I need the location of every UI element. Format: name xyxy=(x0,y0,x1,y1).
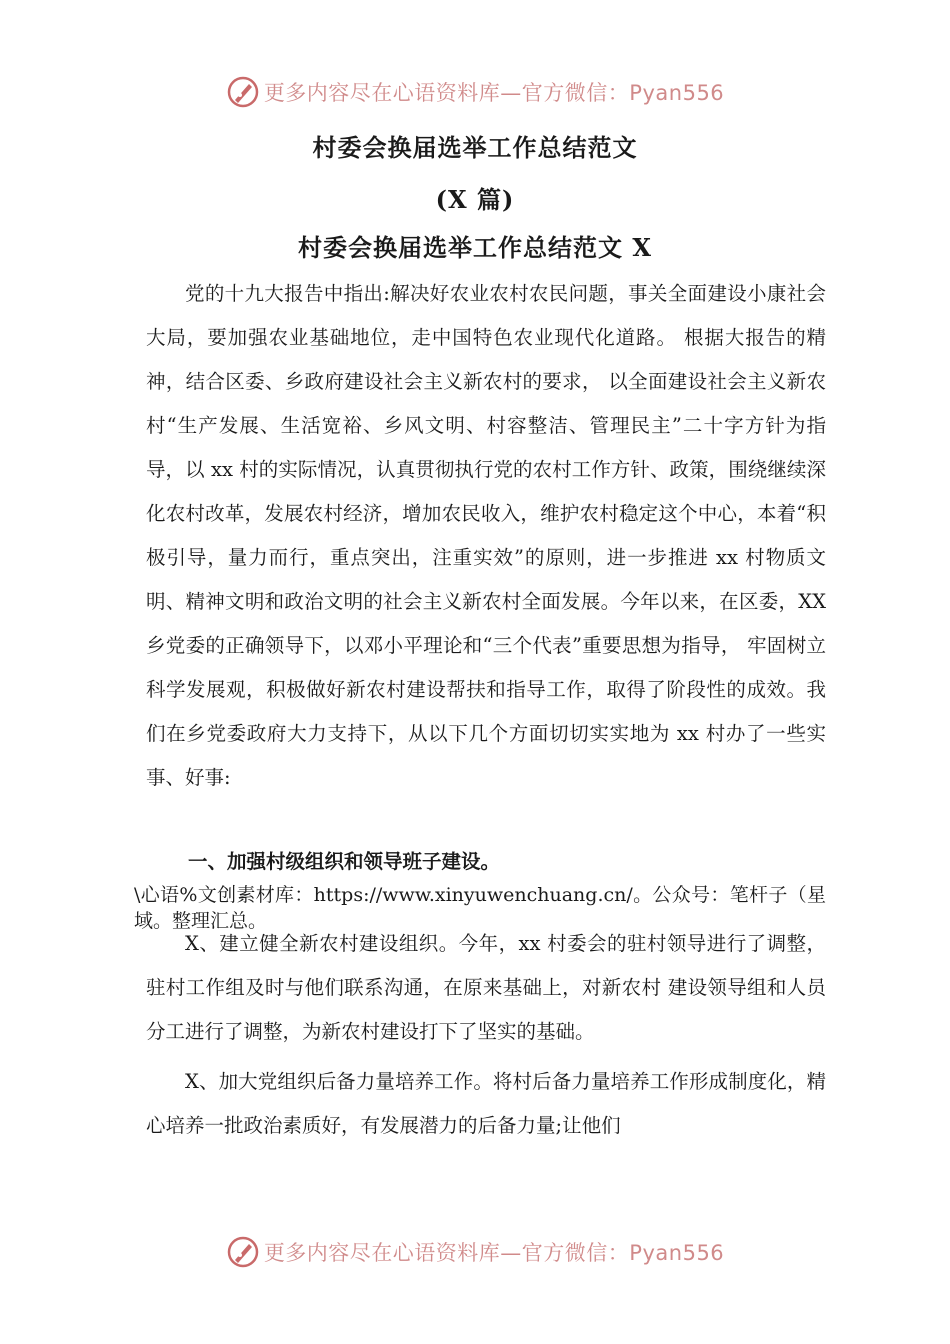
article-title: 村委会换届选举工作总结范文 X xyxy=(298,233,652,262)
document-title: 村委会换届选举工作总结范文 xyxy=(312,133,638,162)
intro-paragraph: 党的十九大报告中指出:解决好农业农村农民问题，事关全面建设小康社会大局，要加强农业基础地位，走中国特色农业现代化道路。 根据大报告的精神，结合区委、乡政府建设社会主义新农村的要求， 以全面建设社会主义新农村“生产发展、生活宽裕、乡风文明、村容整洁、管理民主”二十字方针为指导，以 xx 村的实际情况，认真贯彻执行党的农村工作方针、政策，围绕继续深化农村改革，发展农村经济，增加农民收入，维护农村稳定这个中心，本着“积极引导，量力而行，重点突出，注重实效”的原则，进一步推进 xx 村物质文明、精神文明和政治文明的社会主义新农村全面发展。今年以来，在区委，XX 乡党委的正确领导下，以邓小平理论和“三个代表”重要思想为指导， 牢固树立科学发展观，积极做好新农村建设帮扶和指导工作，取得了阶段性的成效。我们在乡党委政府大力支持下，从以下几个方面切切实实地为 xx 村办了一些实事、好事: xyxy=(146,282,826,789)
watermark-text: 更多内容尽在心语资料库—官方微信：Pyan556 xyxy=(263,1241,725,1265)
watermark-banner-top xyxy=(0,72,950,112)
watermark-text: 更多内容尽在心语资料库—官方微信：Pyan556 xyxy=(263,81,725,105)
section-heading: 一、加强村级组织和领导班子建设。 xyxy=(188,850,501,873)
pen-logo-icon xyxy=(226,1235,260,1269)
paragraph-reserve-cultivation: X、加大党组织后备力量培养工作。将村后备力量培养工作形成制度化，精心培养一批政治素质好，有发展潜力的后备力量;让他们 xyxy=(146,1070,826,1137)
article-count: (X 篇) xyxy=(435,185,515,214)
paragraph-organization: X、建立健全新农村建设组织。今年，xx 村委会的驻村领导进行了调整，驻村工作组及时与他们联系沟通，在原来基础上，对新农村 建设领导组和人员分工进行了调整，为新农村建设打下了坚实的基础。 xyxy=(146,932,826,1043)
pen-logo-icon xyxy=(226,75,260,109)
source-note: \心语%文创素材库：https://www.xinyuwenchuang.cn/。公众号：笔杆子（星域。整理汇总。 xyxy=(134,884,826,932)
watermark-banner-bottom xyxy=(0,1232,950,1272)
